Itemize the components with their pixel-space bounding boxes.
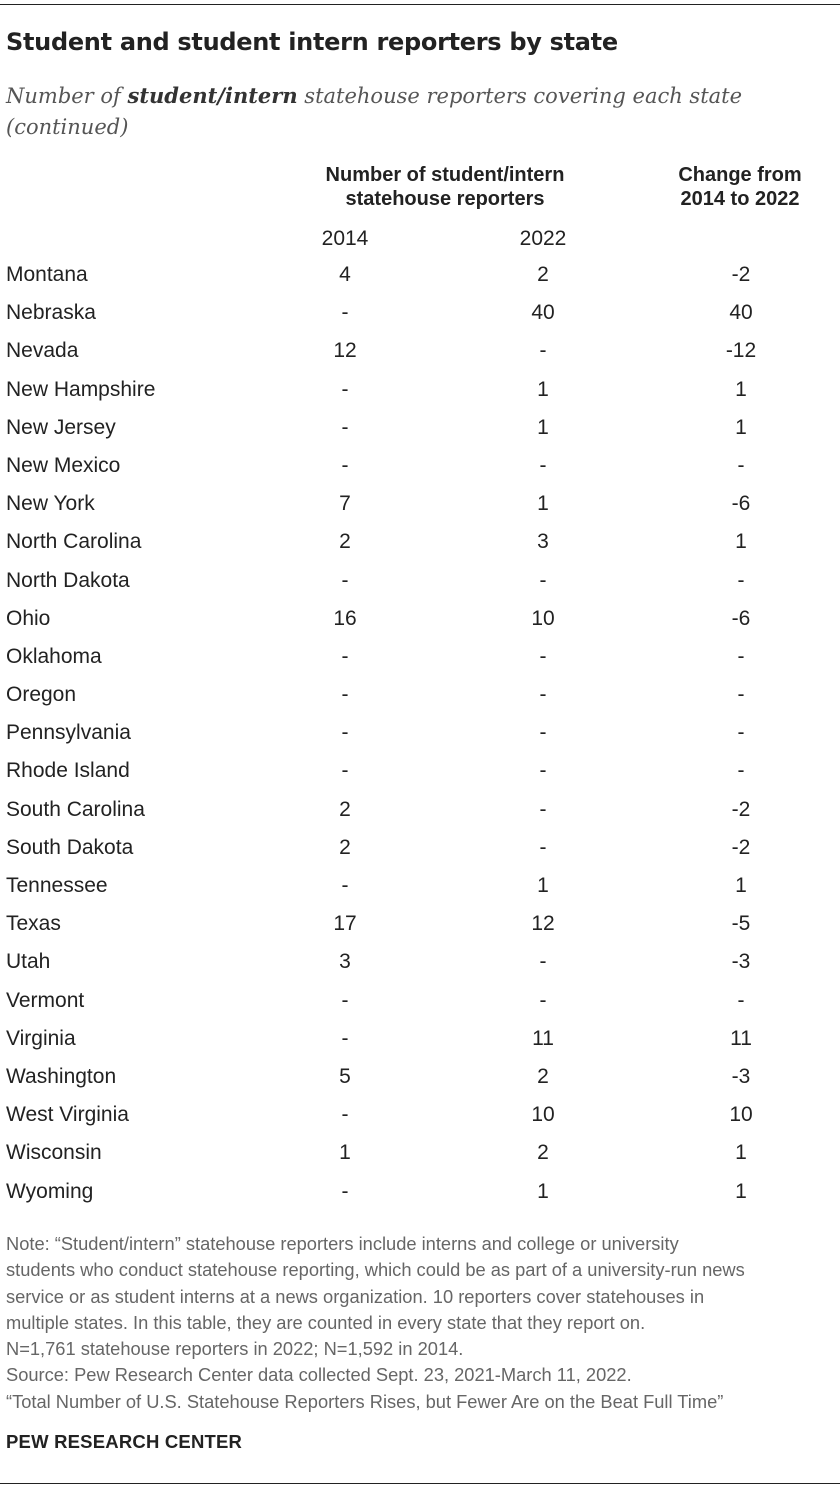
table-row [0, 1059, 840, 1097]
state-name: Pennsylvania [6, 721, 131, 745]
change-value: 1 [735, 415, 747, 439]
value-2022: - [539, 759, 547, 783]
change-value: 1 [735, 377, 747, 401]
note-line: students who conduct statehouse reporting, which could be as part of a university-run news [6, 1259, 745, 1281]
table-row [0, 830, 840, 868]
value-2014: - [341, 759, 349, 783]
chart-title: Student and student intern reporters by state [6, 28, 618, 56]
change-value: - [737, 988, 745, 1012]
column-group-header-change: Change from 2014 to 2022 [678, 164, 802, 210]
column-header-2022: 2022 [519, 227, 567, 250]
state-name: New Hampshire [6, 377, 156, 401]
state-name: Tennessee [6, 874, 108, 897]
change-value: -5 [731, 912, 751, 936]
change-value: -3 [731, 950, 751, 974]
change-value: -6 [731, 606, 751, 630]
value-2022: - [539, 339, 547, 363]
note-line: multiple states. In this table, they are counted in every state that they report on. [6, 1311, 646, 1333]
table-row [0, 1097, 840, 1135]
value-2022: - [539, 453, 547, 477]
table-row [0, 753, 840, 791]
value-2022: 1 [537, 1179, 549, 1203]
table-row [0, 639, 840, 677]
state-name: Wyoming [6, 1179, 94, 1203]
value-2014: 2 [339, 835, 351, 859]
table-row [0, 372, 840, 410]
table-row [0, 295, 840, 333]
value-2014: - [341, 453, 349, 477]
change-value: 1 [735, 530, 747, 554]
value-2014: - [341, 415, 349, 439]
state-name: North Dakota [6, 568, 130, 592]
chart-note [6, 1231, 836, 1415]
table-row [0, 257, 840, 295]
state-name: New Mexico [6, 453, 121, 477]
table-row [0, 944, 840, 982]
value-2022: - [539, 797, 547, 821]
change-value: - [737, 683, 745, 707]
bottom-rule [0, 1483, 840, 1484]
value-2014: - [341, 1179, 349, 1203]
change-value: - [737, 721, 745, 745]
value-2022: 2 [537, 1064, 549, 1088]
state-name: Washington [6, 1064, 117, 1088]
state-name: Wisconsin [6, 1141, 102, 1165]
column-group-header-count: Number of student/intern statehouse reporters [325, 164, 565, 210]
change-value: 11 [730, 1026, 752, 1050]
value-2014: - [341, 377, 349, 401]
table-row [0, 906, 840, 944]
state-name: Nevada [6, 339, 79, 363]
value-2022: - [539, 988, 547, 1012]
value-2022: 10 [531, 1103, 555, 1127]
state-name: Ohio [6, 606, 51, 630]
value-2022: 12 [531, 912, 555, 936]
value-2022: 1 [537, 874, 549, 897]
change-value: 40 [729, 301, 753, 325]
table-row [0, 677, 840, 715]
table-row [0, 524, 840, 562]
state-name: Utah [6, 950, 51, 974]
table-row [0, 1021, 840, 1059]
table-row [0, 601, 840, 639]
value-2022: - [539, 683, 547, 707]
state-name: Vermont [6, 988, 85, 1012]
brand-footer: PEW RESEARCH CENTER [6, 1431, 243, 1452]
state-name: Oklahoma [6, 644, 102, 668]
change-value: -3 [731, 1064, 751, 1088]
state-name: Montana [6, 263, 88, 286]
state-name: New Jersey [6, 415, 116, 439]
value-2014: 12 [333, 339, 357, 363]
chart-subtitle: Number of student/intern statehouse reporters covering each state (continued) [6, 83, 743, 139]
value-2022: 1 [537, 377, 549, 401]
note-line: N=1,761 statehouse reporters in 2022; N=1,592 in 2014. [6, 1338, 464, 1360]
state-name: West Virginia [6, 1103, 129, 1127]
value-2014: - [341, 721, 349, 745]
table-body [0, 257, 840, 1212]
value-2022: - [539, 644, 547, 668]
value-2022: - [539, 835, 547, 859]
state-name: Oregon [6, 683, 77, 707]
change-value: - [737, 644, 745, 668]
value-2014: - [341, 874, 349, 897]
value-2022: - [539, 950, 547, 974]
table-row [0, 715, 840, 753]
state-name: New York [6, 492, 95, 516]
value-2022: 2 [537, 1141, 549, 1165]
change-value: - [737, 453, 745, 477]
state-name: North Carolina [6, 530, 142, 554]
change-value: -12 [725, 339, 757, 363]
table-row [0, 1135, 840, 1173]
value-2022: 11 [532, 1026, 554, 1050]
state-name: South Carolina [6, 797, 145, 821]
table-row [0, 410, 840, 448]
value-2022: 40 [531, 301, 555, 325]
state-name: Nebraska [6, 301, 96, 325]
note-line: service or as student interns at a news organization. 10 reporters cover statehouses in [6, 1285, 705, 1307]
top-rule [0, 4, 840, 5]
value-2022: 10 [531, 606, 555, 630]
state-name: Rhode Island [6, 759, 130, 783]
change-value: 10 [729, 1103, 753, 1127]
value-2014: 2 [339, 797, 351, 821]
note-line: “Total Number of U.S. Statehouse Reporters Rises, but Fewer Are on the Beat Full Time” [6, 1390, 724, 1412]
change-value: -2 [731, 835, 751, 859]
table-row [0, 983, 840, 1021]
value-2014: - [341, 1026, 349, 1050]
note-line: Note: “Student/intern” statehouse reporters include interns and college or university [6, 1233, 679, 1254]
state-name: Virginia [6, 1026, 76, 1050]
value-2014: 1 [339, 1141, 351, 1165]
value-2022: - [539, 568, 547, 592]
change-value: -6 [731, 492, 751, 516]
table-row [0, 1174, 840, 1212]
table-row [0, 563, 840, 601]
value-2022: 3 [537, 530, 549, 554]
table-row [0, 333, 840, 371]
state-name: Texas [6, 912, 61, 936]
value-2014: - [341, 301, 349, 325]
value-2022: - [539, 721, 547, 745]
state-name: South Dakota [6, 835, 134, 859]
value-2014: 7 [339, 492, 351, 516]
value-2014: - [341, 1103, 349, 1127]
value-2022: 2 [537, 263, 549, 286]
change-value: -2 [731, 797, 751, 821]
note-line: Source: Pew Research Center data collected Sept. 23, 2021-March 11, 2022. [6, 1364, 632, 1386]
table-row [0, 792, 840, 830]
value-2014: 5 [339, 1064, 351, 1088]
value-2014: 2 [339, 530, 351, 554]
change-value: 1 [735, 874, 747, 897]
value-2014: - [341, 988, 349, 1012]
value-2022: 1 [537, 492, 549, 516]
table-row [0, 486, 840, 524]
table-row [0, 868, 840, 906]
change-value: - [737, 759, 745, 783]
value-2022: 1 [537, 415, 549, 439]
value-2014: 17 [333, 912, 357, 936]
change-value: 1 [735, 1179, 747, 1203]
table-row [0, 448, 840, 486]
value-2014: 16 [333, 606, 357, 630]
value-2014: 4 [339, 263, 351, 286]
value-2014: 3 [339, 950, 351, 974]
change-value: -2 [731, 263, 751, 286]
value-2014: - [341, 683, 349, 707]
change-value: 1 [735, 1141, 747, 1165]
value-2014: - [341, 568, 349, 592]
column-header-2014: 2014 [321, 227, 369, 250]
value-2014: - [341, 644, 349, 668]
change-value: - [737, 568, 745, 592]
